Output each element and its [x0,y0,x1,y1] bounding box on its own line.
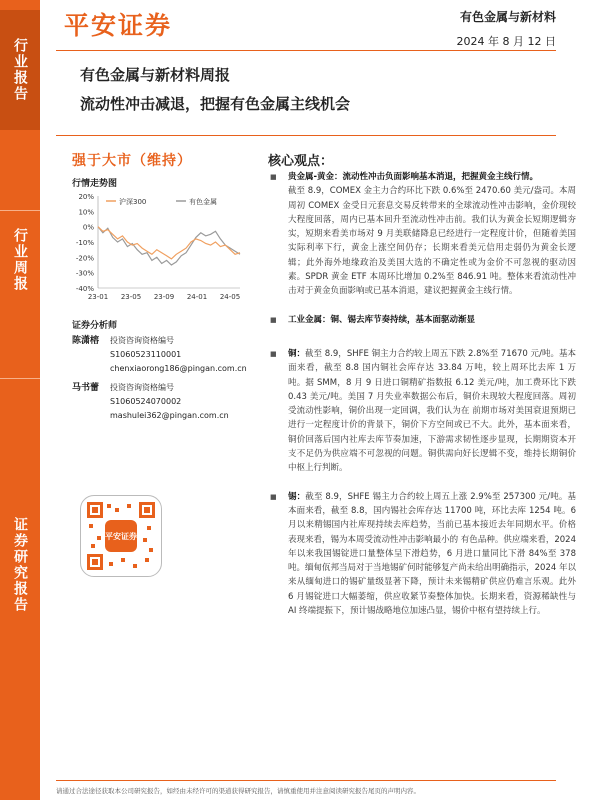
industry-rating: 强于大市（维持） [72,153,192,169]
legend-label: 有色金属 [189,198,217,206]
analyst-email[interactable]: chenxiaorong186@pingan.com.cn [110,364,247,373]
x-tick-label: 23-09 [153,293,175,301]
footer-disclaimer: 请通过合法途径获取本公司研究报告，如经由未经许可的渠道获得研究报告，请慎重使用并注意阅读研究报告尾页的声明内容。 [56,787,420,795]
y-tick-label: 0% [82,223,94,232]
company-logo: 平安证券 [64,11,173,40]
sidebar-label-securities-research: 证券研究报告 [12,517,28,613]
y-tick-label: 10% [78,208,94,217]
y-tick-label: 20% [78,193,94,201]
qr-code[interactable] [80,495,162,577]
qr-brand-logo: 平安证券 [105,520,137,552]
analyst-name: 陈潇榕 [72,336,100,346]
analyst-id: S1060524070002 [110,397,182,406]
core-views-list [268,170,576,626]
analyst-name: 马书蕾 [72,383,100,393]
report-subtitle: 流动性冲击减退，把握有色金属主线机会 [80,95,351,113]
list-item: ■ 工业金属：铜、锡去库节奏持续，基本面驱动渐显 [268,313,576,327]
analyst-qualification: 投资咨询资格编号 [110,383,174,392]
report-category: 有色金属与新材料 [459,10,556,24]
analyst-email[interactable]: mashulei362@pingan.com.cn [110,411,229,420]
market-trend-chart [70,188,250,313]
chart-label: 行情走势图 [72,179,118,189]
legend-label: 沪深300 [119,198,147,206]
x-tick-label: 23-01 [87,293,109,301]
header-meta [457,8,556,49]
sidebar-label-industry-report: 行业报告 [0,10,40,130]
report-date: 2024 年 8 月 12 日 [456,35,556,48]
x-tick-label: 24-01 [186,293,208,301]
series-line-hs300 [98,227,240,259]
list-item: ■ 铜：截至 8.9，SHFE 铜主力合约较上周五下跌 2.8%至 71670 元/吨。基本面来看，截至 8.8 国内铜社会库存达 33.84 万吨，较上周环比去库 1 万吨。据 SMM，8 月 9 日进口铜精矿指数报 6.12 美元/吨，加工费环比下跌 0.43 美元/吨。美国 7 月失业率数据公布后，铜价未现较大程度回落。周初受流动性影响，铜价出现一定回调，我们认为在 前期市场对美国衰退预期已进行一定程度计价的背景下，铜价下方空间或已不大。此外，基本面来看，铜价回落后国内社库去库节奏加速，下游需求韧性逐步显现，长期期资本开支不足仍为供应端不可忽视的问题。铜供需向好长逻辑不变，维持长期铜价中枢上行判断。 [268,347,576,476]
y-tick-label: -10% [75,239,94,247]
series-line-nonferrous [98,227,240,265]
analyst-section-label: 证券分析师 [72,321,118,331]
y-tick-label: -20% [75,254,94,263]
list-item: ■ 锡：截至 8.9，SHFE 锡主力合约较上周五上涨 2.9%至 257300 元/吨。基本面来看，截至 8.8，国内锡社会库存达 11700 吨，环比去库 1254 吨。6 月以来精锡国内社库现持续去库趋势，当前已基本接近去年同期水平。价格表现来看，锡为本周受流动性冲击影响最小的 有色品种。供应端来看，2024 年以来我国锡锭进口量整体呈下滑趋势，6 月进口量同比下滑 84%至 378 吨。缅甸佤邦当局对于当地锡矿何时能够复产尚未给出明确指示，2024 年以来从缅甸进口的锡矿量级显著下降，预计未来锡精矿供应仍难言乐观。此外 6 月锡锭进口大幅萎缩，供应收紧节奏整体加快。长期来看，资源稀缺性与 AI 终端提振下，预计锡战略地位加速凸显，锡价中枢有望持续上行。 [268,490,576,619]
sidebar-label-weekly: 行业周报 [12,228,28,292]
x-tick-label: 23-05 [120,293,142,301]
analyst-qualification: 投资咨询资格编号 [110,336,174,345]
header-divider [56,50,556,51]
core-views-title: 核心观点： [268,154,334,169]
footer-divider [56,780,556,781]
x-tick-label: 24-05 [219,293,241,301]
report-title: 有色金属与新材料周报 [80,66,231,84]
analyst-id: S1060523110001 [110,350,182,359]
list-item: ■ 贵金属-黄金：流动性冲击负面影响基本消退，把握黄金主线行情。 截至 8.9，COMEX 金主力合约环比下跌 0.6%至 2470.60 美元/盎司。本周周初 COMEX 金受日元套息交易反转带来的全球流动性冲击影响，金价现较大程度回落，周内已基本回升至流动性冲击前。我们认为黄金长短期逻辑夯实，短期来看美市场对 9 月美联储降息已经进行一定程度计价，但随着美国实际利率下行，黄金上涨空间仍存；长期来看美元信用走弱仍为黄金长逻辑；此外海外地缘政治及美国大选的不确定性或为金价不可忽视的驱动因素。SPDR 黄金 ETF 本周环比增加 0.2%至 846.91 吨。整体来看流动性冲击对于黄金负面影响或已基本消退，建议把握黄金主线行情。 [268,170,576,299]
title-divider [56,135,556,136]
y-tick-label: -40% [75,285,94,293]
sidebar [0,0,40,800]
y-tick-label: -30% [75,269,94,278]
